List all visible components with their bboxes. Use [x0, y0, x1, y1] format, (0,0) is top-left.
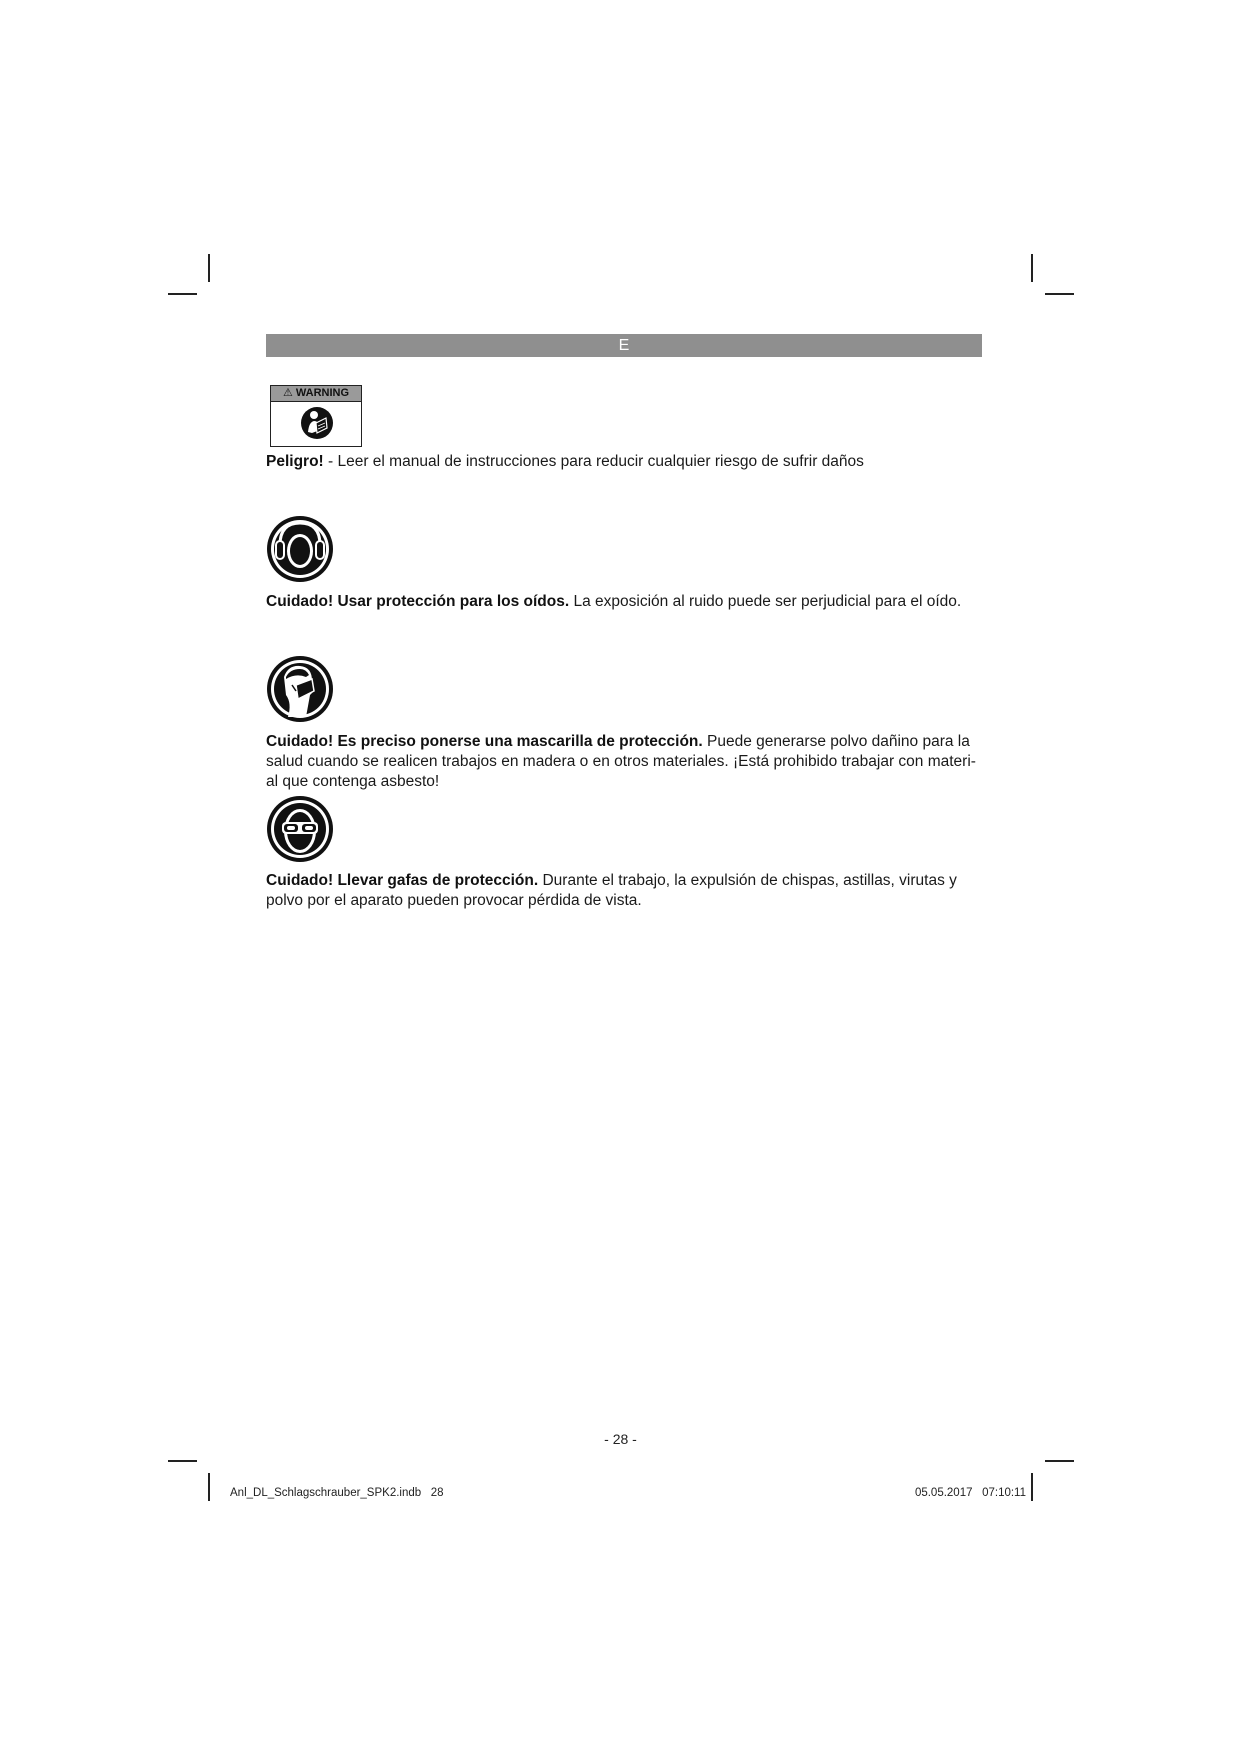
- crop-mark: [1031, 1473, 1033, 1501]
- section-body: Durante el trabajo, la expulsión de chispas, astillas, virutas y polvo por el aparato pueden provocar pérdida de vista.: [266, 872, 957, 909]
- crop-mark: [1045, 1460, 1074, 1462]
- footer-file-name: Anl_DL_Schlagschrauber_SPK2.indb 28: [230, 1487, 444, 1499]
- page-number: - 28 -: [604, 1431, 637, 1447]
- crop-mark: [1045, 293, 1074, 295]
- read-manual-icon: [300, 406, 334, 440]
- crop-mark: [208, 254, 210, 282]
- safety-goggles-icon: [266, 795, 334, 863]
- section-dust-mask: [266, 732, 986, 792]
- section-body: Puede generarse polvo dañino para la salud cuando se realicen trabajos en madera o en otros materiales. ¡Está prohibido trabajar con materi-al que contenga asbesto!: [266, 733, 976, 790]
- section-read-manual: [266, 452, 986, 472]
- language-code: E: [618, 337, 630, 354]
- section-body: - Leer el manual de instrucciones para reducir cualquier riesgo de sufrir daños: [323, 453, 864, 470]
- section-body: La exposición al ruido puede ser perjudicial para el oído.: [569, 593, 962, 610]
- section-heading: Cuidado! Llevar gafas de protección.: [266, 872, 539, 889]
- section-heading: Cuidado! Usar protección para los oídos.: [266, 593, 570, 610]
- dust-mask-icon: [266, 655, 334, 723]
- crop-mark: [208, 1473, 210, 1501]
- crop-mark: [168, 1460, 197, 1462]
- crop-mark: [1031, 254, 1033, 282]
- warning-label: [270, 385, 362, 447]
- crop-mark: [168, 293, 197, 295]
- language-header-bar: [266, 334, 982, 357]
- warning-label-title: ⚠ WARNING: [271, 386, 361, 402]
- section-safety-goggles: [266, 871, 986, 911]
- ear-protection-icon: [266, 515, 334, 583]
- section-heading: Cuidado! Es preciso ponerse una mascarilla de protección.: [266, 733, 703, 750]
- section-ear-protection: [266, 592, 986, 612]
- footer-timestamp: 05.05.2017 07:10:11: [914, 1487, 1026, 1499]
- section-heading: Peligro!: [266, 453, 324, 470]
